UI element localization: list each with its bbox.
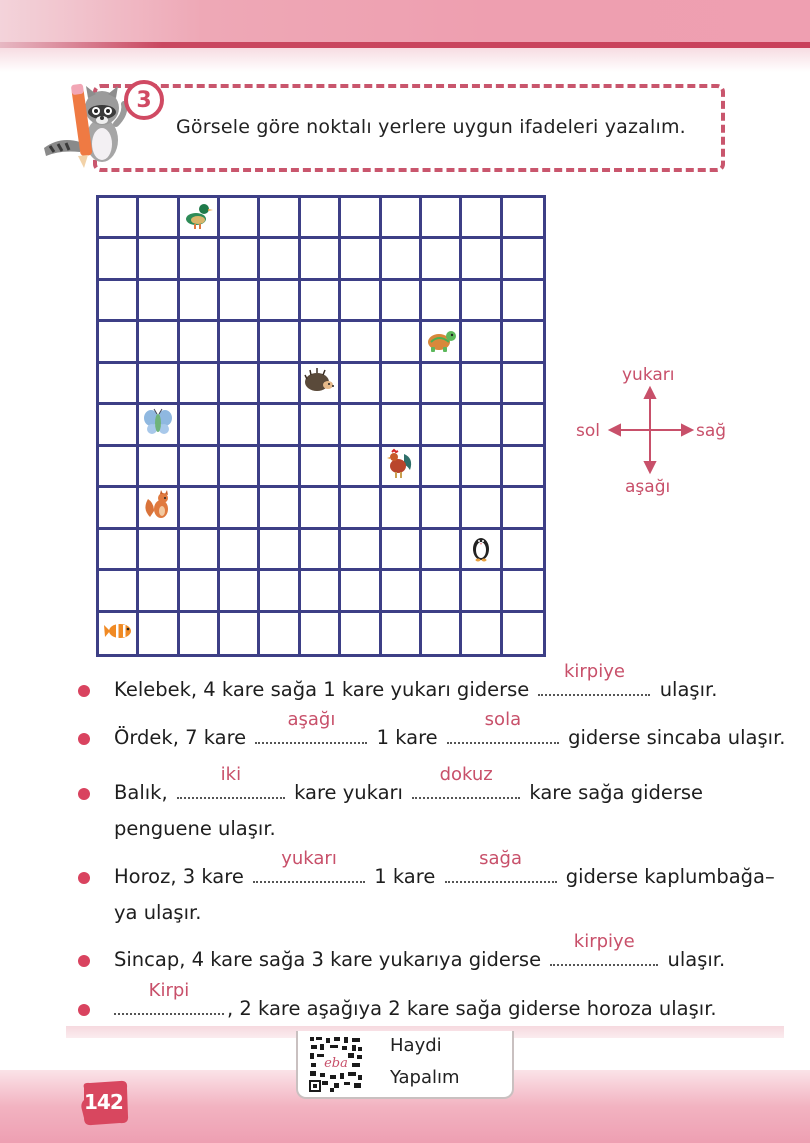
grid-cell [301, 198, 341, 239]
direction-compass [570, 360, 740, 500]
task-instruction-text: Görsele göre noktalı yerlere uygun ifadeleri yazalım. [176, 116, 686, 138]
grid-cell [462, 405, 502, 446]
grid-cell [382, 281, 422, 322]
sentence-4 [72, 848, 775, 931]
sentence-text: ulaşır. [659, 678, 718, 701]
grid-cell [99, 281, 139, 322]
grid-cell [99, 613, 139, 654]
penguin-icon [465, 531, 497, 567]
grid-cell [462, 447, 502, 488]
grid-cell [220, 364, 260, 405]
sentence-text: kare sağa giderse [529, 781, 704, 804]
qr-label-line1: Haydi [390, 1035, 442, 1056]
grid-cell [180, 322, 220, 363]
grid-cell [180, 613, 220, 654]
grid-cell [139, 281, 179, 322]
grid-cell [503, 613, 543, 654]
grid-cell [382, 571, 422, 612]
grid-cell [341, 447, 381, 488]
answer-blank[interactable] [447, 709, 559, 744]
grid-cell [382, 405, 422, 446]
grid-cell [301, 613, 341, 654]
sentence-text: penguene ulaşır. [114, 817, 276, 840]
sentence-text: ulaşır. [667, 948, 726, 971]
page-number: 142 [84, 1090, 123, 1114]
grid-cell [301, 405, 341, 446]
grid-cell [503, 571, 543, 612]
qr-code-icon [308, 1035, 364, 1093]
grid-cell [503, 405, 543, 446]
handwritten-answer: iki [220, 764, 242, 785]
grid-cell [99, 198, 139, 239]
grid-cell [341, 571, 381, 612]
butterfly-icon [142, 406, 174, 442]
grid-cell [260, 281, 300, 322]
grid-cell [503, 322, 543, 363]
grid-cell [462, 488, 502, 529]
grid-cell [301, 364, 341, 405]
bullet-icon [78, 872, 90, 884]
grid-cell [180, 364, 220, 405]
grid-cell [422, 530, 462, 571]
sentence-text: Sincap, 4 kare sağa 3 kare yukarıya giderse [114, 948, 542, 971]
grid-cell [139, 488, 179, 529]
grid-cell [180, 281, 220, 322]
grid-cell [139, 447, 179, 488]
grid-cell [220, 530, 260, 571]
grid-cell [503, 281, 543, 322]
grid-cell [99, 364, 139, 405]
handwritten-answer: kirpiye [573, 931, 635, 952]
grid-cell [99, 405, 139, 446]
handwritten-answer: dokuz [439, 764, 493, 785]
answer-blank[interactable] [550, 931, 658, 966]
grid-cell [139, 530, 179, 571]
grid-cell [260, 364, 300, 405]
sentence-text: , 2 kare aşağıya 2 kare sağa giderse horoza ulaşır. [227, 997, 717, 1020]
grid-cell [220, 571, 260, 612]
compass-left-label: sol [576, 421, 600, 441]
grid-cell [301, 239, 341, 280]
grid-cell [462, 198, 502, 239]
grid-cell [422, 488, 462, 529]
grid-cell [503, 488, 543, 529]
grid-cell [301, 447, 341, 488]
bullet-icon [78, 788, 90, 800]
grid-cell [301, 322, 341, 363]
compass-arrows-icon [570, 360, 740, 500]
turtle-icon [425, 324, 457, 360]
compass-up-label: yukarı [622, 365, 675, 385]
handwritten-answer: kirpiye [563, 661, 625, 682]
grid-cell [462, 530, 502, 571]
sentence-text: 1 kare [376, 726, 438, 749]
answer-blank[interactable] [255, 709, 367, 744]
rooster-icon [384, 448, 416, 484]
handwritten-answer: aşağı [287, 709, 336, 730]
grid-cell [462, 364, 502, 405]
grid-cell [301, 488, 341, 529]
grid-cell [503, 239, 543, 280]
grid-cell [341, 364, 381, 405]
animal-grid [96, 195, 546, 657]
svg-text:eba: eba [324, 1056, 348, 1071]
grid-cell [341, 405, 381, 446]
grid-cell [301, 530, 341, 571]
grid-cell [503, 530, 543, 571]
grid-cell [139, 364, 179, 405]
grid-cell [220, 281, 260, 322]
hedgehog-icon [303, 365, 335, 401]
grid-cell [139, 239, 179, 280]
grid-cell [260, 571, 300, 612]
answer-blank[interactable] [177, 764, 285, 799]
answer-blank[interactable] [114, 980, 224, 1015]
grid-cell [139, 405, 179, 446]
bullet-icon [78, 685, 90, 697]
sentence-text: giderse sincaba ulaşır. [568, 726, 786, 749]
grid-cell [99, 322, 139, 363]
grid-cell [382, 488, 422, 529]
grid-cell [341, 198, 381, 239]
grid-cell [341, 530, 381, 571]
sentence-text: 1 kare [374, 865, 436, 888]
grid-cell [260, 488, 300, 529]
grid-cell [341, 613, 381, 654]
handwritten-answer: yukarı [281, 848, 337, 869]
grid-cell [422, 613, 462, 654]
grid-cell [260, 447, 300, 488]
answer-blank[interactable] [445, 848, 557, 883]
grid-cell [301, 571, 341, 612]
grid-cell [422, 571, 462, 612]
qr-card[interactable] [296, 1031, 514, 1099]
compass-down-label: aşağı [625, 477, 671, 497]
grid-cell [462, 281, 502, 322]
grid-cell [382, 447, 422, 488]
grid-cell [139, 571, 179, 612]
handwritten-answer: Kirpi [148, 980, 190, 1001]
grid-cell [180, 571, 220, 612]
grid-cell [503, 364, 543, 405]
grid-cell [220, 613, 260, 654]
answer-blank[interactable] [538, 661, 650, 696]
squirrel-icon [142, 489, 174, 525]
grid-cell [260, 239, 300, 280]
grid-cell [99, 447, 139, 488]
grid-cell [180, 488, 220, 529]
bullet-icon [78, 1004, 90, 1016]
grid-cell [341, 239, 381, 280]
sentence-text: kare yukarı [294, 781, 403, 804]
sentence-6 [72, 980, 717, 1027]
grid-cell [462, 322, 502, 363]
grid-cell [220, 405, 260, 446]
fish-icon [102, 615, 134, 651]
grid-cell [382, 364, 422, 405]
grid-cell [301, 281, 341, 322]
grid-cell [180, 447, 220, 488]
bullet-icon [78, 955, 90, 967]
grid-cell [99, 571, 139, 612]
grid-cell [99, 488, 139, 529]
grid-cell [180, 239, 220, 280]
grid-cell [139, 613, 179, 654]
answer-blank[interactable] [412, 764, 520, 799]
compass-right-label: sağ [696, 421, 727, 441]
grid-cell [382, 530, 422, 571]
grid-cell [341, 488, 381, 529]
sentence-text: Balık, [114, 781, 168, 804]
grid-cell [220, 239, 260, 280]
grid-cell [180, 198, 220, 239]
grid-cell [503, 447, 543, 488]
grid-cell [462, 571, 502, 612]
grid-cell [220, 322, 260, 363]
task-number-badge: 3 [124, 80, 164, 120]
grid-cell [341, 281, 381, 322]
grid-cell [220, 198, 260, 239]
grid-cell [260, 613, 300, 654]
grid-cell [503, 198, 543, 239]
grid-cell [462, 239, 502, 280]
grid-cell [180, 530, 220, 571]
sentence-2 [72, 709, 786, 756]
grid-cell [382, 613, 422, 654]
grid-cell [180, 405, 220, 446]
grid-cell [220, 447, 260, 488]
grid-cell [220, 488, 260, 529]
grid-cell [341, 322, 381, 363]
grid-cell [139, 322, 179, 363]
sentence-3 [72, 764, 704, 847]
bullet-icon [78, 733, 90, 745]
sentence-text: Horoz, 3 kare [114, 865, 244, 888]
grid-cell [260, 530, 300, 571]
header-band [0, 0, 810, 48]
grid-cell [422, 364, 462, 405]
grid-cell [260, 405, 300, 446]
grid-cell [422, 281, 462, 322]
header-fade [0, 48, 810, 72]
grid-cell [139, 198, 179, 239]
grid-cell [422, 198, 462, 239]
grid-cell [99, 239, 139, 280]
grid-cell [260, 322, 300, 363]
grid-cell [462, 613, 502, 654]
grid-cell [99, 530, 139, 571]
handwritten-answer: sağa [479, 848, 522, 869]
grid-cell [422, 239, 462, 280]
grid-cell [382, 322, 422, 363]
sentence-text: Kelebek, 4 kare sağa 1 kare yukarı giderse [114, 678, 530, 701]
sentence-5 [72, 931, 726, 978]
grid-cell [422, 322, 462, 363]
qr-label-line2: Yapalım [390, 1067, 460, 1088]
raccoon-mascot-icon [40, 78, 130, 170]
grid-cell [422, 447, 462, 488]
grid-cell [382, 198, 422, 239]
sentence-text: ya ulaşır. [114, 901, 202, 924]
grid-cell [382, 239, 422, 280]
sentence-text: giderse kaplumbağa– [565, 865, 775, 888]
grid-cell [260, 198, 300, 239]
grid-cell [422, 405, 462, 446]
handwritten-answer: sola [484, 709, 522, 730]
sentence-text: Ördek, 7 kare [114, 726, 247, 749]
sentence-1 [72, 661, 718, 708]
duck-icon [182, 199, 214, 235]
answer-blank[interactable] [253, 848, 365, 883]
